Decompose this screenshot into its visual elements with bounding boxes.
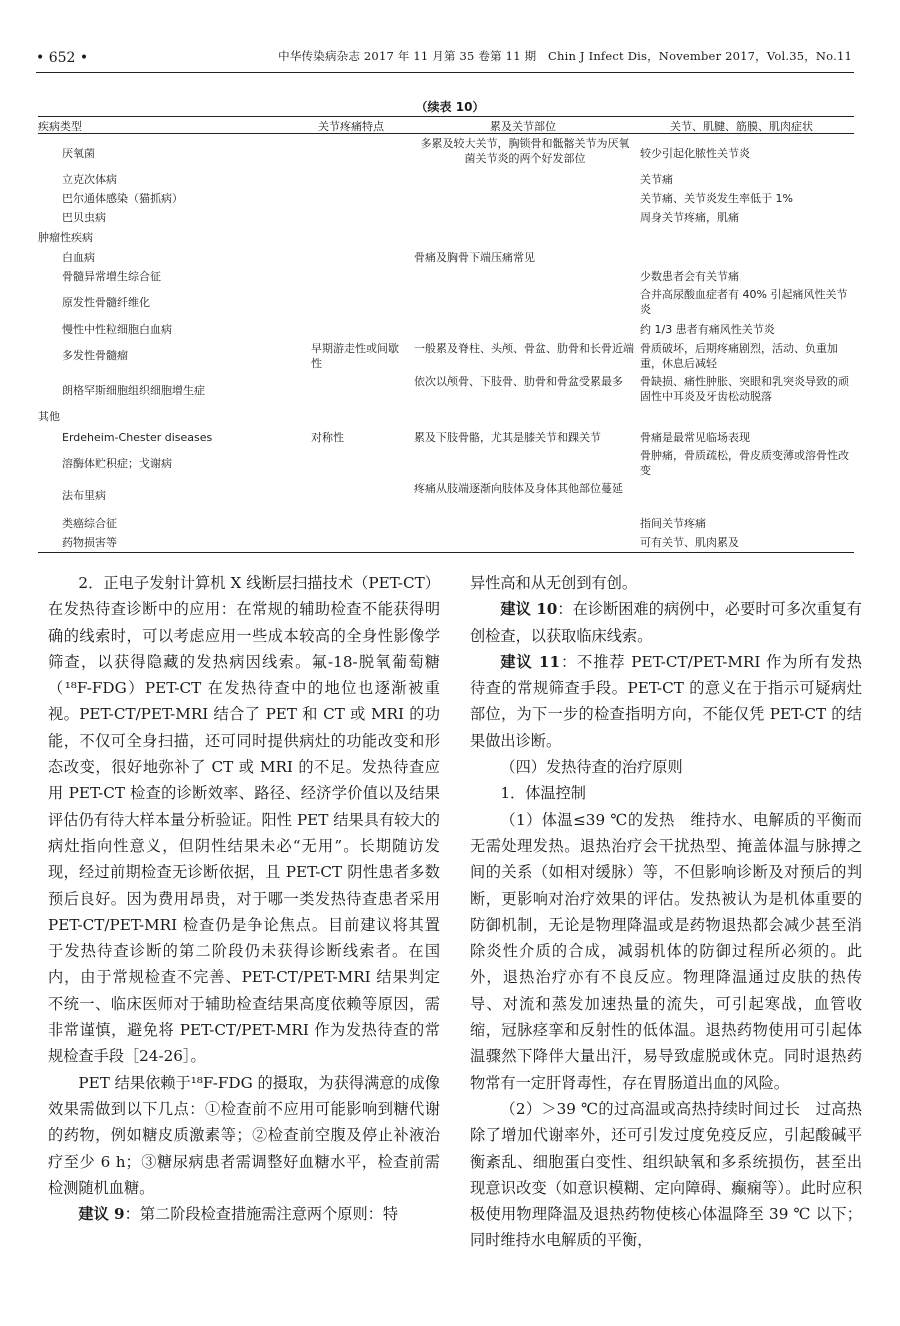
column-header-symptom: 关节、肌腱、筋膜、肌肉症状	[670, 120, 813, 133]
column-header-site: 累及关节部位	[490, 120, 556, 133]
running-header	[0, 46, 900, 68]
paragraph-pet-ct: 2．正电子发射计算机 X 线断层扫描技术（PET-CT）在发热待查诊断中的应用：在常规的辅助检查不能获得明确的线索时，可以考虑应用一些成本较高的全身性影像学筛查，以获得隐藏的发热病因线索。氟-18-脱氧葡萄糖（¹⁸F-FDG）PET-CT 在发热待查中的地位也逐渐被重视。PET-CT/PET-MRI 结合了 PET 和 CT 或 MRI 的功能，不仅可全身扫描，还可同时提供病灶的功能改变和形态改变，很好地弥补了 CT 或 MRI 的不足。发热待查应用 PET-CT 检查的诊断效率、路径、经济学价值以及结果评估仍有待大样本量分析验证。阳性 PET 结果具有较大的病灶指向性意义，但阴性结果未必“无用”。长期随访发现，经过前期检查无诊断依据，且 PET-CT 阴性患者多数预后良好。因为费用昂贵，对于哪一类发热待查患者采用 PET-CT/PET-MRI 检查仍是争论焦点。目前建议将其置于发热待查诊断的第二阶段仍未获得诊断线索者。在国内，由于常规检查不完善、PET-CT/PET-MRI 结果判定不统一、临床医师对于辅助检查结果高度依赖等原因，需非常谨慎，避免将 PET-CT/PET-MRI 作为发热待查的常规检查手段［24-26］。	[48, 574, 440, 1066]
journal-citation: 中华传染病杂志 2017 年 11 月第 35 卷第 11 期 Chin J Infect Dis，November 2017，Vol.35，No.11	[278, 49, 852, 63]
paragraph-pet-requirements: PET 结果依赖于¹⁸F-FDG 的摄取，为获得满意的成像效果需做到以下几点：①检查前不应用可能影响到糖代谢的药物，例如糖皮质激素等；②检查前空腹及停止补液治疗至少 6 h；③糖尿病患者需调整好血糖水平，检查前需检测随机血糖。	[48, 1073, 440, 1197]
subsection-heading: 1．体温控制	[500, 784, 586, 803]
recommendation-label: 建议 11	[500, 652, 561, 671]
paragraph-continued: 异性高和从无创到有创。	[470, 574, 638, 592]
body-column-right	[470, 570, 862, 1254]
page-number: • 652 •	[36, 50, 89, 66]
column-header-pain: 关节疼痛特点	[318, 120, 384, 133]
recommendation-label: 建议 10	[500, 600, 558, 619]
table-bottom-rule	[38, 552, 854, 553]
section-heading: （四）发热待查的治疗原则	[500, 758, 683, 777]
recommendation-11: 建议 11：不推荐 PET-CT/PET-MRI 作为所有发热待查的常规筛查手段。PET-CT 的意义在于指示可疑病灶部位，为下一步的检查指明方向，不能仅凭 PET-CT 的结果做出诊断。	[470, 652, 862, 750]
column-header-disease: 疾病类型	[38, 120, 82, 133]
table-top-rule	[38, 116, 854, 117]
table-caption: （续表 10）	[415, 100, 485, 114]
recommendation-10: 建议 10：在诊断困难的病例中，必要时可多次重复有创检查，以获取临床线索。	[470, 600, 862, 645]
paragraph-fever-above-39: （2）＞39 ℃的过高温或高热持续时间过长 过高热除了增加代谢率外，还可引发过度免疫反应，引起酸碱平衡紊乱、细胞蛋白变性、组织缺氧和多系统损伤，甚至出现意识改变（如意识模糊、定向障碍、癫痫等）。此时应积极使用物理降温及退热药物使核心体温降至 39 ℃ 以下；同时维持水电解质的平衡，	[470, 1099, 862, 1250]
body-column-left	[48, 570, 440, 1227]
header-rule	[36, 72, 854, 73]
paragraph-fever-below-39: （1）体温≤39 ℃的发热 维持水、电解质的平衡而无需处理发热。退热治疗会干扰热型、掩盖体温与脉搏之间的关系（如相对缓脉）等，不但影响诊断及对预后的判断，更影响对治疗效果的评估。发热被认为是机体重要的防御机制，无论是物理降温或是药物退热都会减少甚至消除炎性介质的合成，减弱机体的防御过程所必须的。此外，退热治疗亦有不良反应。物理降温通过皮肤的热传导、对流和蒸发加速热量的流失，可引起寒战，血管收缩，冠脉痉挛和反射性的低体温。退热药物使用可引起体温骤然下降伴大量出汗，易导致虚脱或休克。同时退热药物常有一定肝肾毒性，存在胃肠道出血的风险。	[470, 810, 862, 1092]
recommendation-9: 建议 9：第二阶段检查措施需注意两个原则：特	[78, 1205, 398, 1224]
table-header-rule	[38, 133, 854, 134]
recommendation-label: 建议 9	[78, 1205, 125, 1224]
